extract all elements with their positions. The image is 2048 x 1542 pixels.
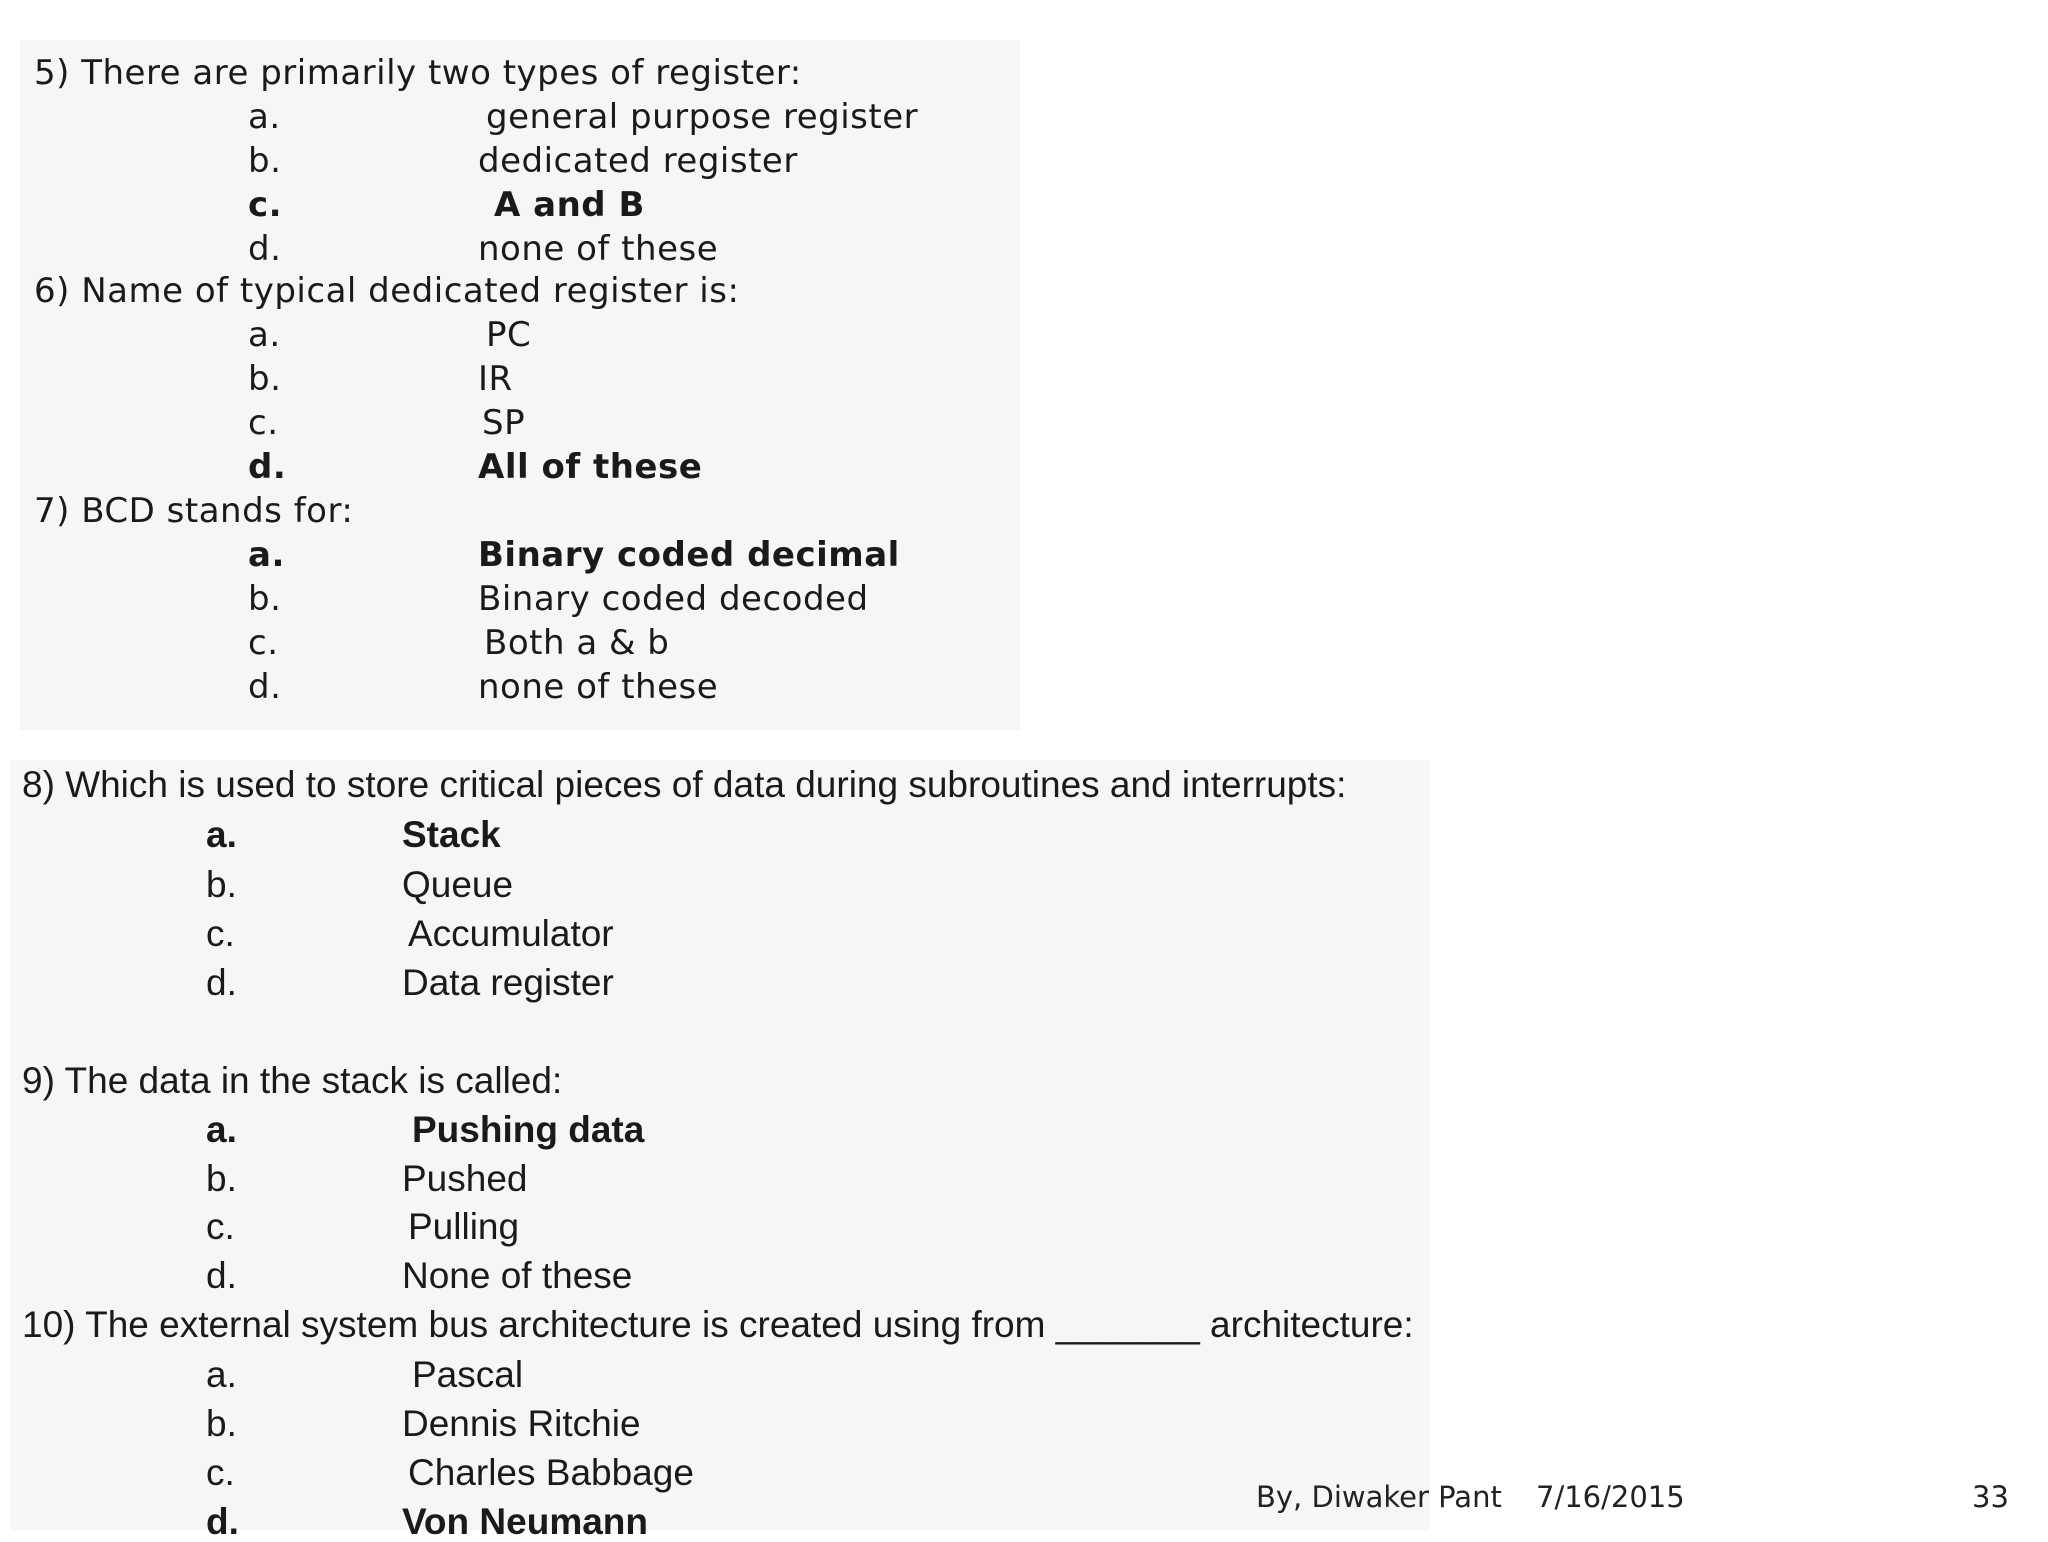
option-text: none of these [478, 667, 719, 707]
option-letter: d. [248, 229, 282, 269]
option-letter: d. [248, 667, 282, 707]
option-letter: b. [206, 864, 237, 905]
option-letter: c. [248, 185, 283, 225]
question-6-prompt: 6) Name of typical dedicated register is: [34, 271, 740, 311]
footer-date: 7/16/2015 [1536, 1480, 1685, 1514]
option-letter: b. [248, 359, 282, 399]
option-text: Dennis Ritchie [402, 1403, 641, 1444]
option-letter: c. [248, 623, 279, 663]
option-text: Von Neumann [402, 1501, 648, 1542]
option-letter: b. [248, 579, 282, 619]
option-letter: d. [206, 962, 237, 1003]
option-letter: b. [206, 1158, 237, 1199]
option-text: Pascal [412, 1354, 524, 1395]
option-text: Pushing data [412, 1109, 645, 1150]
option-letter: a. [206, 814, 237, 855]
option-text: Accumulator [408, 913, 614, 954]
option-letter: d. [206, 1255, 237, 1296]
question-10-prompt: 10) The external system bus architecture is created using from _______ architecture: [22, 1304, 1414, 1345]
option-text: PC [486, 315, 532, 355]
option-text: SP [482, 403, 526, 443]
option-letter: a. [248, 535, 285, 575]
option-text: Queue [402, 864, 514, 905]
option-letter: a. [248, 315, 281, 355]
option-letter: c. [206, 1206, 235, 1247]
question-5-prompt: 5) There are primarily two types of register: [34, 53, 802, 93]
footer-author: By, Diwaker Pant [1256, 1480, 1502, 1514]
option-letter: c. [248, 403, 279, 443]
option-letter: c. [206, 1452, 235, 1493]
option-text: general purpose register [486, 97, 919, 137]
option-letter: c. [206, 913, 235, 954]
option-text: Pushed [402, 1158, 528, 1199]
option-text: Both a & b [484, 623, 670, 663]
option-letter: a. [206, 1354, 237, 1395]
option-text: Stack [402, 814, 501, 855]
option-letter: a. [206, 1109, 237, 1150]
option-text: Pulling [408, 1206, 520, 1247]
option-letter: b. [248, 141, 282, 181]
option-text: Binary coded decoded [478, 579, 869, 619]
option-text: Charles Babbage [408, 1452, 694, 1493]
question-7-prompt: 7) BCD stands for: [34, 491, 354, 531]
option-text: none of these [478, 229, 719, 269]
option-letter: b. [206, 1403, 237, 1444]
question-9-prompt: 9) The data in the stack is called: [22, 1060, 563, 1101]
option-text: A and B [494, 185, 645, 225]
option-letter: a. [248, 97, 281, 137]
footer-page-number: 33 [1972, 1480, 2009, 1514]
option-text: All of these [478, 447, 703, 487]
option-letter: d. [206, 1501, 239, 1542]
option-text: Data register [402, 962, 614, 1003]
option-text: dedicated register [478, 141, 798, 181]
option-text: None of these [402, 1255, 633, 1296]
option-letter: d. [248, 447, 287, 487]
question-8-prompt: 8) Which is used to store critical pieces of data during subroutines and interrupts: [22, 764, 1347, 805]
option-text: IR [478, 359, 513, 399]
option-text: Binary coded decimal [478, 535, 900, 575]
